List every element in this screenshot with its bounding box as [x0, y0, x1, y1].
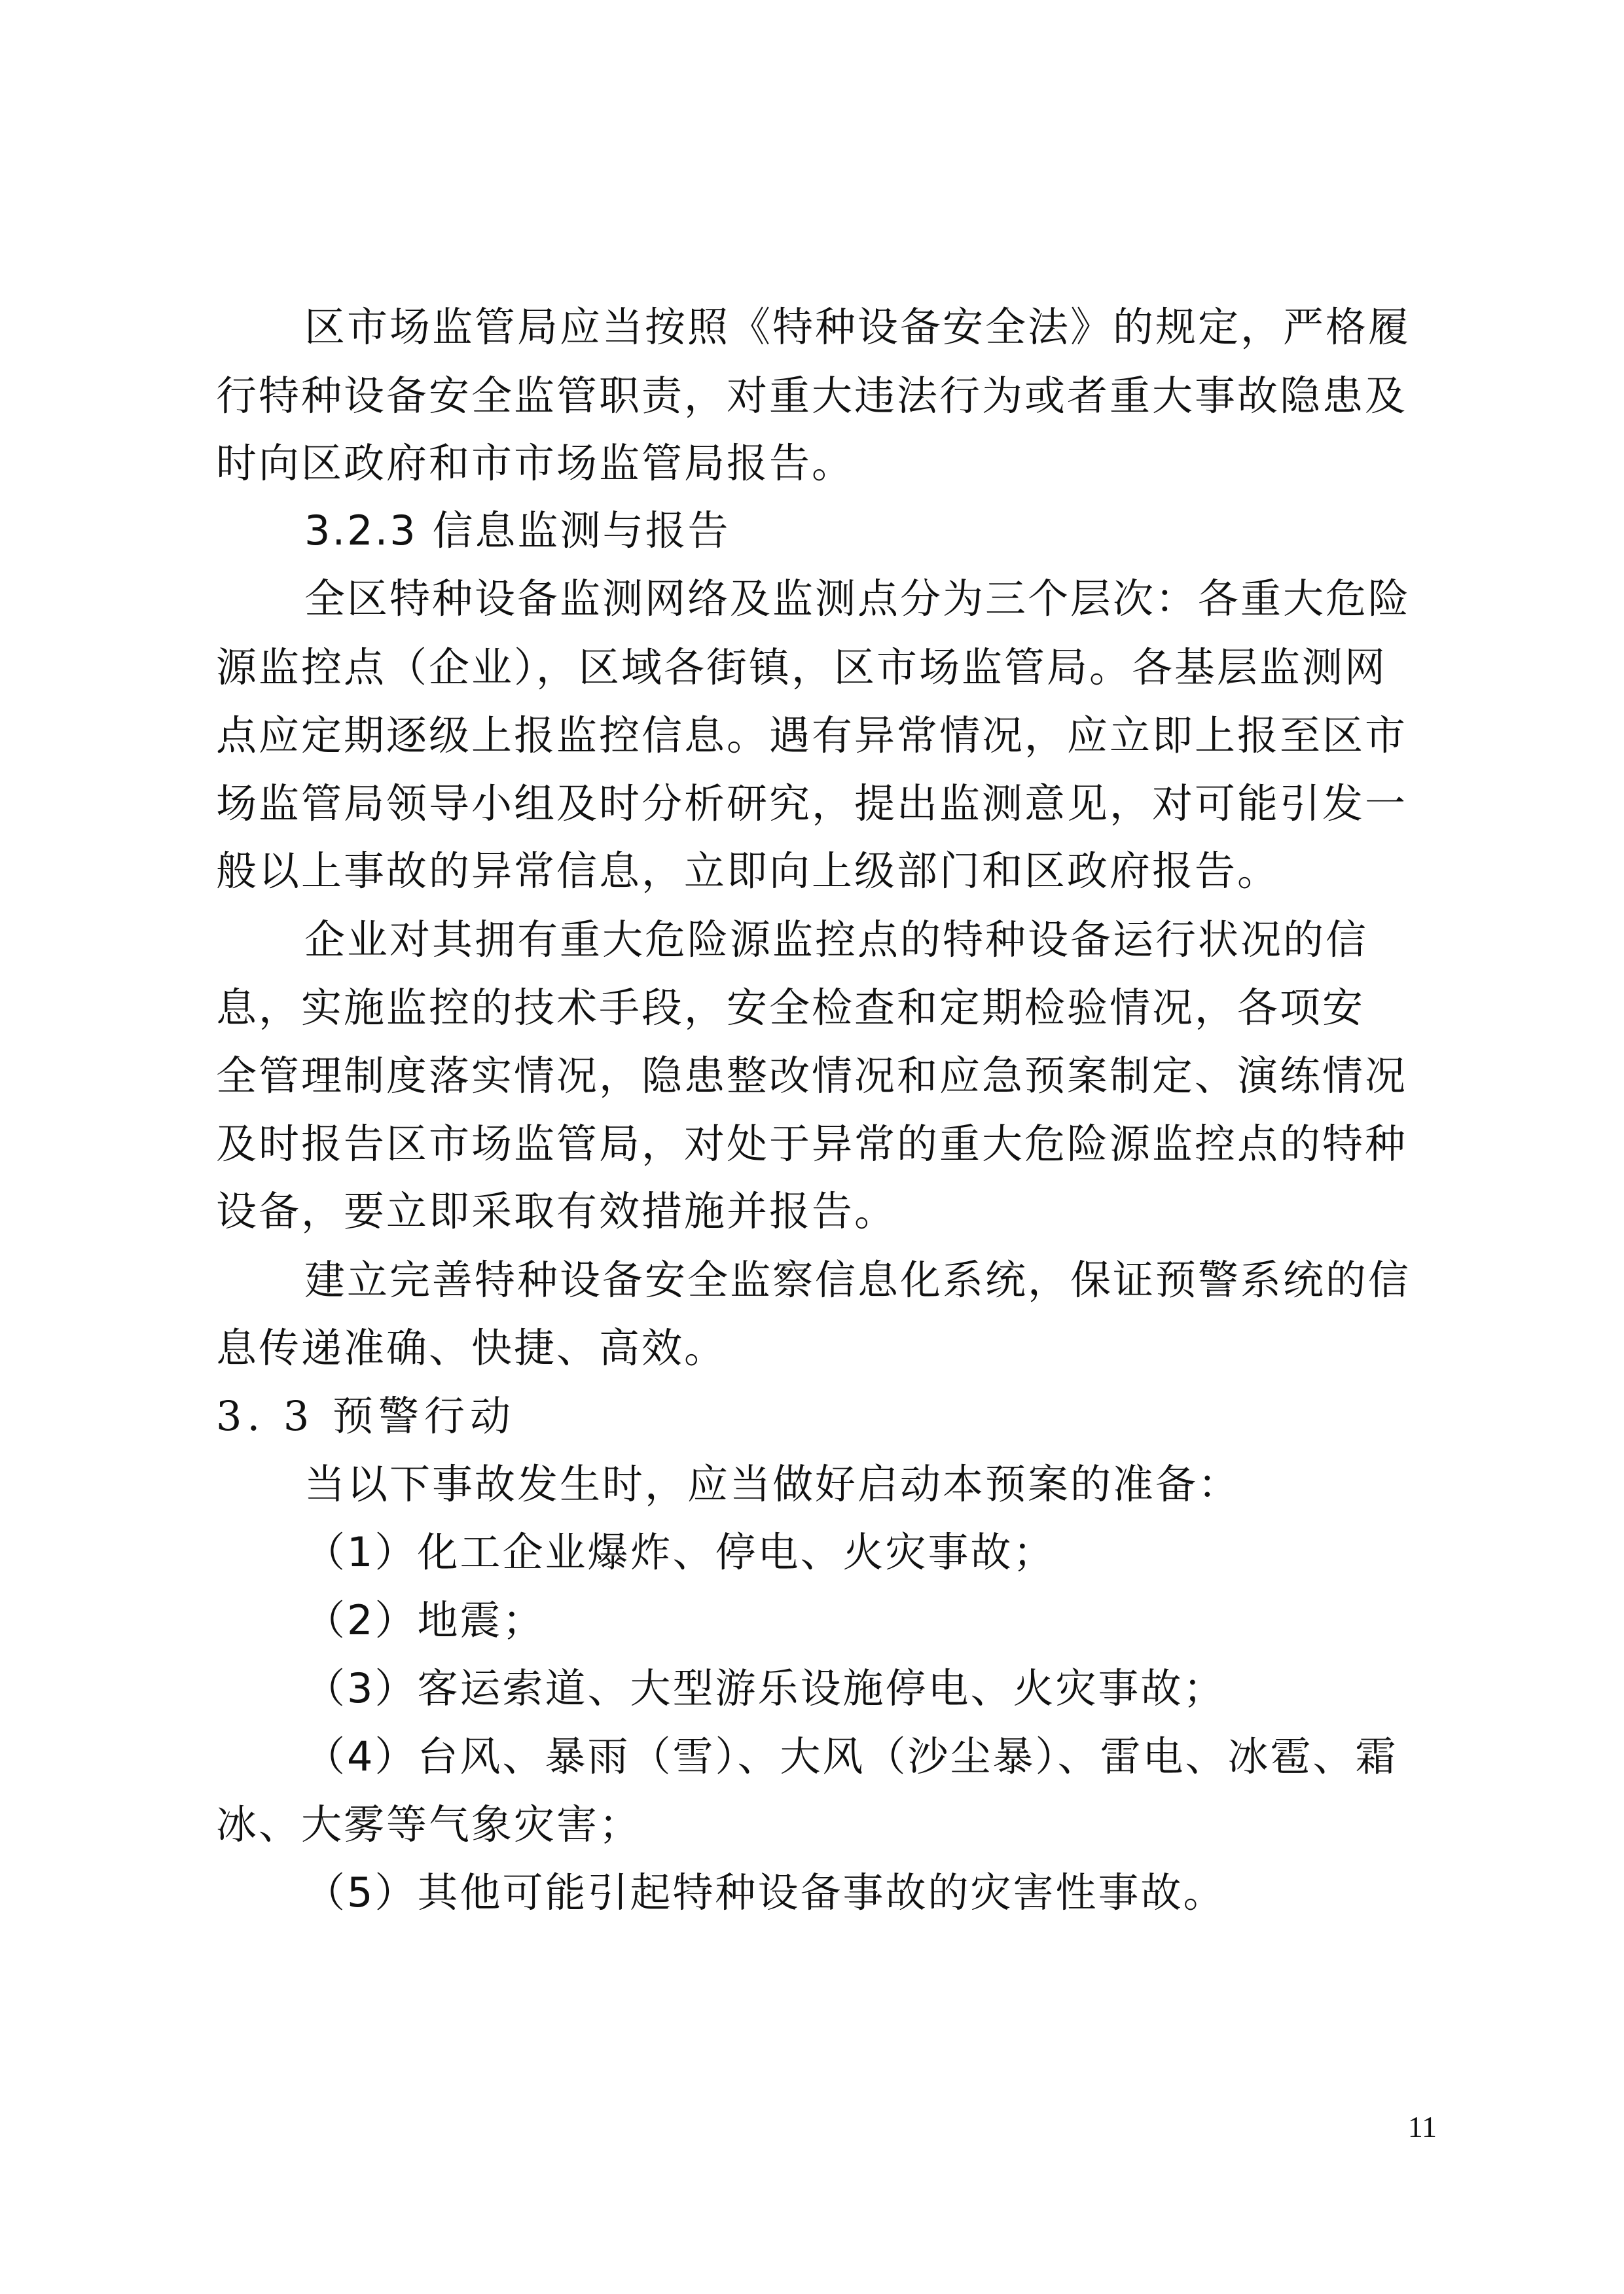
- body-line: 当以下事故发生时，应当做好启动本预案的准备：: [304, 1460, 1241, 1508]
- list-item: （4）台风、暴雨（雪）、大风（沙尘暴）、雷电、冰雹、霜: [304, 1732, 1398, 1780]
- page-number: 11: [1407, 2110, 1437, 2143]
- list-item-continuation: 冰、大雾等气象灾害；: [216, 1801, 642, 1848]
- body-line: 设备，要立即采取有效措施并报告。: [216, 1187, 897, 1235]
- body-line: 源监控点（企业），区域各街镇，区市场监管局。各基层监测网: [216, 643, 1388, 691]
- list-item: （2）地震；: [304, 1596, 545, 1644]
- body-line: 般以上事故的异常信息，立即向上级部门和区政府报告。: [216, 847, 1280, 895]
- body-line: 息传递准确、快捷、高效。: [216, 1324, 727, 1372]
- body-line: 企业对其拥有重大危险源监控点的特种设备运行状况的信: [304, 916, 1369, 963]
- body-line: 及时报告区市场监管局，对处于异常的重大危险源监控点的特种: [216, 1120, 1408, 1168]
- body-line: 行特种设备安全监管职责，对重大违法行为或者重大事故隐患及: [216, 372, 1408, 420]
- list-item: （5）其他可能引起特种设备事故的灾害性事故。: [304, 1869, 1226, 1916]
- section-heading: 3.2.3 信息监测与报告: [304, 507, 731, 554]
- body-line: 全区特种设备监测网络及监测点分为三个层次：各重大危险: [304, 575, 1411, 622]
- body-line: 场监管局领导小组及时分析研究，提出监测意见，对可能引发一: [216, 780, 1408, 827]
- body-line: 全管理制度落实情况，隐患整改情况和应急预案制定、演练情况: [216, 1052, 1408, 1100]
- body-line: 区市场监管局应当按照《特种设备安全法》的规定，严格履: [304, 303, 1411, 351]
- body-line: 建立完善特种设备安全监察信息化系统，保证预警系统的信: [304, 1256, 1411, 1304]
- body-line: 时向区政府和市市场监管局报告。: [216, 439, 855, 487]
- list-item: （1）化工企业爆炸、停电、火灾事故；: [304, 1528, 1056, 1576]
- body-line: 息，实施监控的技术手段，安全检查和定期检验情况，各项安: [216, 984, 1365, 1031]
- section-heading: 3. 3 预警行动: [216, 1392, 516, 1440]
- body-line: 点应定期逐级上报监控信息。遇有异常情况，应立即上报至区市: [216, 711, 1408, 759]
- list-item: （3）客运索道、大型游乐设施停电、火灾事故；: [304, 1664, 1226, 1712]
